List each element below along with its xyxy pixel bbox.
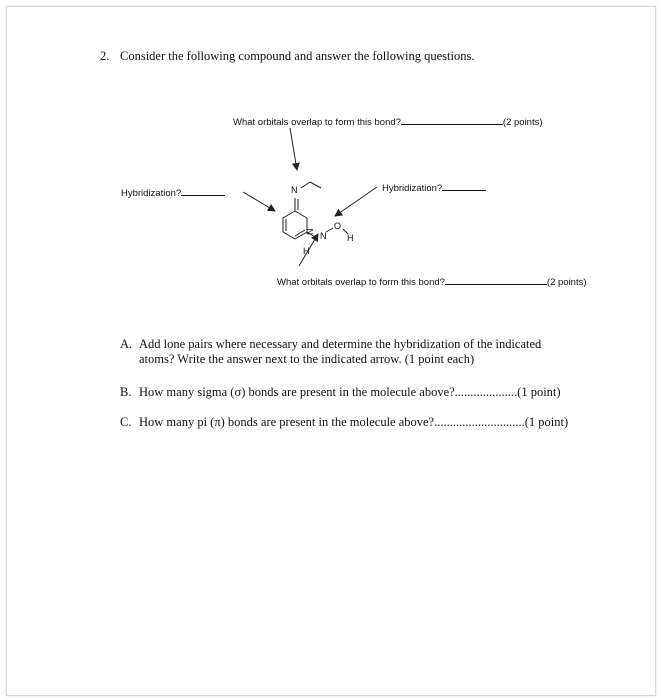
left-hybridization-label: Hybridization? <box>121 188 182 199</box>
question-number: 2. <box>100 49 110 63</box>
right-arrow <box>335 187 377 216</box>
part-b-question <box>139 385 561 400</box>
part-b-letter: B. <box>120 385 132 399</box>
pyridine-ring <box>283 198 307 239</box>
question-prompt: Consider the following compound and answer the following questions. <box>120 49 475 63</box>
atom-h-o: H <box>347 233 354 243</box>
part-c-question <box>139 415 568 430</box>
left-arrow <box>243 192 275 211</box>
atom-n-top: N <box>291 185 298 195</box>
atom-h-lower: H <box>303 246 310 256</box>
atom-n-ring: N <box>305 228 315 235</box>
atom-n-lower: N <box>320 231 327 241</box>
part-a-line1: Add lone pairs where necessary and determine the hybridization of the indicated <box>139 337 542 351</box>
bottom-orbital-label: What orbitals overlap to form this bond? <box>277 277 445 288</box>
top-orbital-points: (2 points) <box>502 117 543 128</box>
atom-o: O <box>334 221 342 231</box>
part-a-line2: atoms? Write the answer next to the indicated arrow. (1 point each) <box>139 352 475 366</box>
part-b-text: How many sigma (σ) bonds are present in the molecule above? <box>139 385 455 399</box>
right-hybridization-label: Hybridization? <box>382 183 443 194</box>
part-c-letter: C. <box>120 415 132 429</box>
top-arrow <box>290 128 297 170</box>
part-c-text: How many pi (π) bonds are present in the molecule above? <box>139 415 435 429</box>
part-c-dots: ............................. <box>434 415 525 429</box>
part-b-dots: .................... <box>454 385 518 399</box>
bottom-orbital-points: (2 points) <box>546 277 587 288</box>
part-b-points: (1 point) <box>517 385 561 399</box>
part-a-letter: A. <box>120 337 133 351</box>
top-orbital-label: What orbitals overlap to form this bond? <box>233 117 401 128</box>
part-c-points: (1 point) <box>524 415 569 429</box>
molecule-diagram <box>0 0 661 320</box>
